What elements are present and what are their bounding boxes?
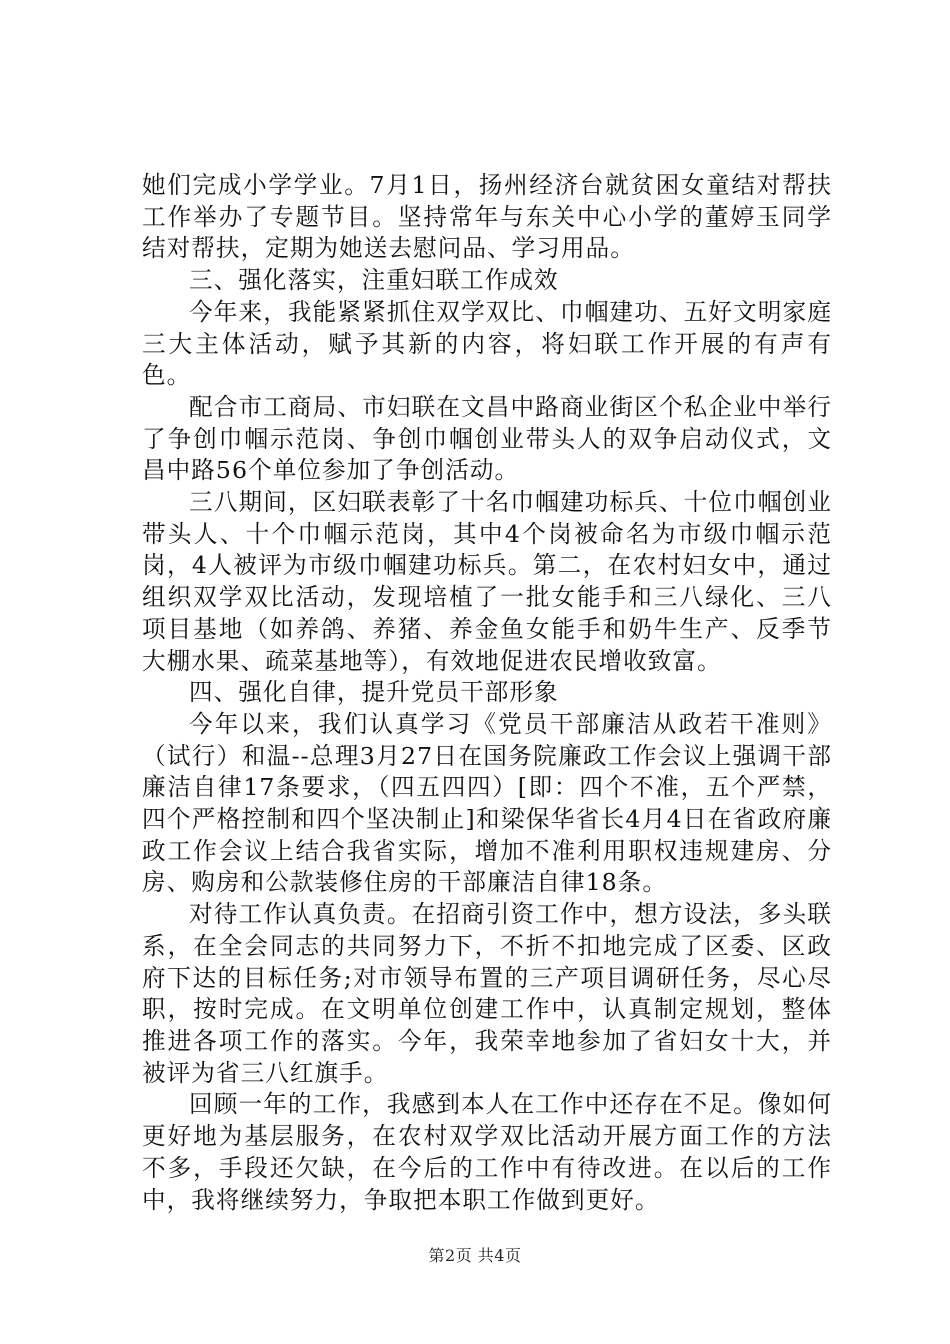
paragraph-continuation: 她们完成小学学业。7月1日，扬州经济台就贫困女童结对帮扶工作举办了专题节目。坚持常年与东关中心小学的董婷玉同学结对帮扶，定期为她送去慰问品、学习用品。 [142,171,832,263]
page-number-footer: 第2页 共4页 [428,1246,522,1265]
section-heading-four: 四、强化自律，提升党员干部形象 [189,678,559,707]
paragraph: 回顾一年的工作，我感到本人在工作中还存在不足。像如何更好地为基层服务，在农村双学双比活动开展方面工作的方法不多，手段还欠缺，在今后的工作中有待改进。在以后的工作中，我将继续努力，争取把本职工作做到更好。 [142,1090,832,1214]
paragraph: 今年以来，我们认真学习《党员干部廉洁从政若干准则》（试行）和温--总理3月27日在国务院廉政工作会议上强调干部廉洁自律17条要求，（四五四四）[即：四个不准，五个严禁，四个严格控制和四个坚决制止]和梁保华省长4月4日在省政府廉政工作会议上结合我省实际，增加不准利用职权违规建房、分房、购房和公款装修住房的干部廉洁自律18条。 [142,709,832,897]
paragraph: 今年来，我能紧紧抓住双学双比、巾帼建功、五好文明家庭三大主体活动，赋予其新的内容，将妇联工作开展的有声有色。 [142,297,832,390]
paragraph: 三八期间，区妇联表彰了十名巾帼建功标兵、十位巾帼创业带头人、十个巾帼示范岗，其中4个岗被命名为市级巾帼示范岗，4人被评为市级巾帼建功标兵。第二，在农村妇女中，通过组织双学双比活动，发现培植了一批女能手和三八绿化、三八项目基地（如养鸽、养猪、养金鱼女能手和奶牛生产、反季节大棚水果、疏菜基地等），有效地促进农民增收致富。 [142,488,832,675]
paragraph: 配合市工商局、市妇联在文昌中路商业街区个私企业中举行了争创巾帼示范岗、争创巾帼创业带头人的双争启动仪式，文昌中路56个单位参加了争创活动。 [142,392,832,485]
paragraph: 对待工作认真负责。在招商引资工作中，想方设法，多头联系，在全会同志的共同努力下，不折不扣地完成了区委、区政府下达的目标任务;对市领导布置的三产项目调研任务，尽心尽职，按时完成。在文明单位创建工作中，认真制定规划，整体推进各项工作的落实。今年，我荣幸地参加了省妇女十大，并被评为省三八红旗手。 [142,900,832,1087]
section-heading-three: 三、强化落实，注重妇联工作成效 [189,266,559,295]
document-body [142,170,832,1216]
